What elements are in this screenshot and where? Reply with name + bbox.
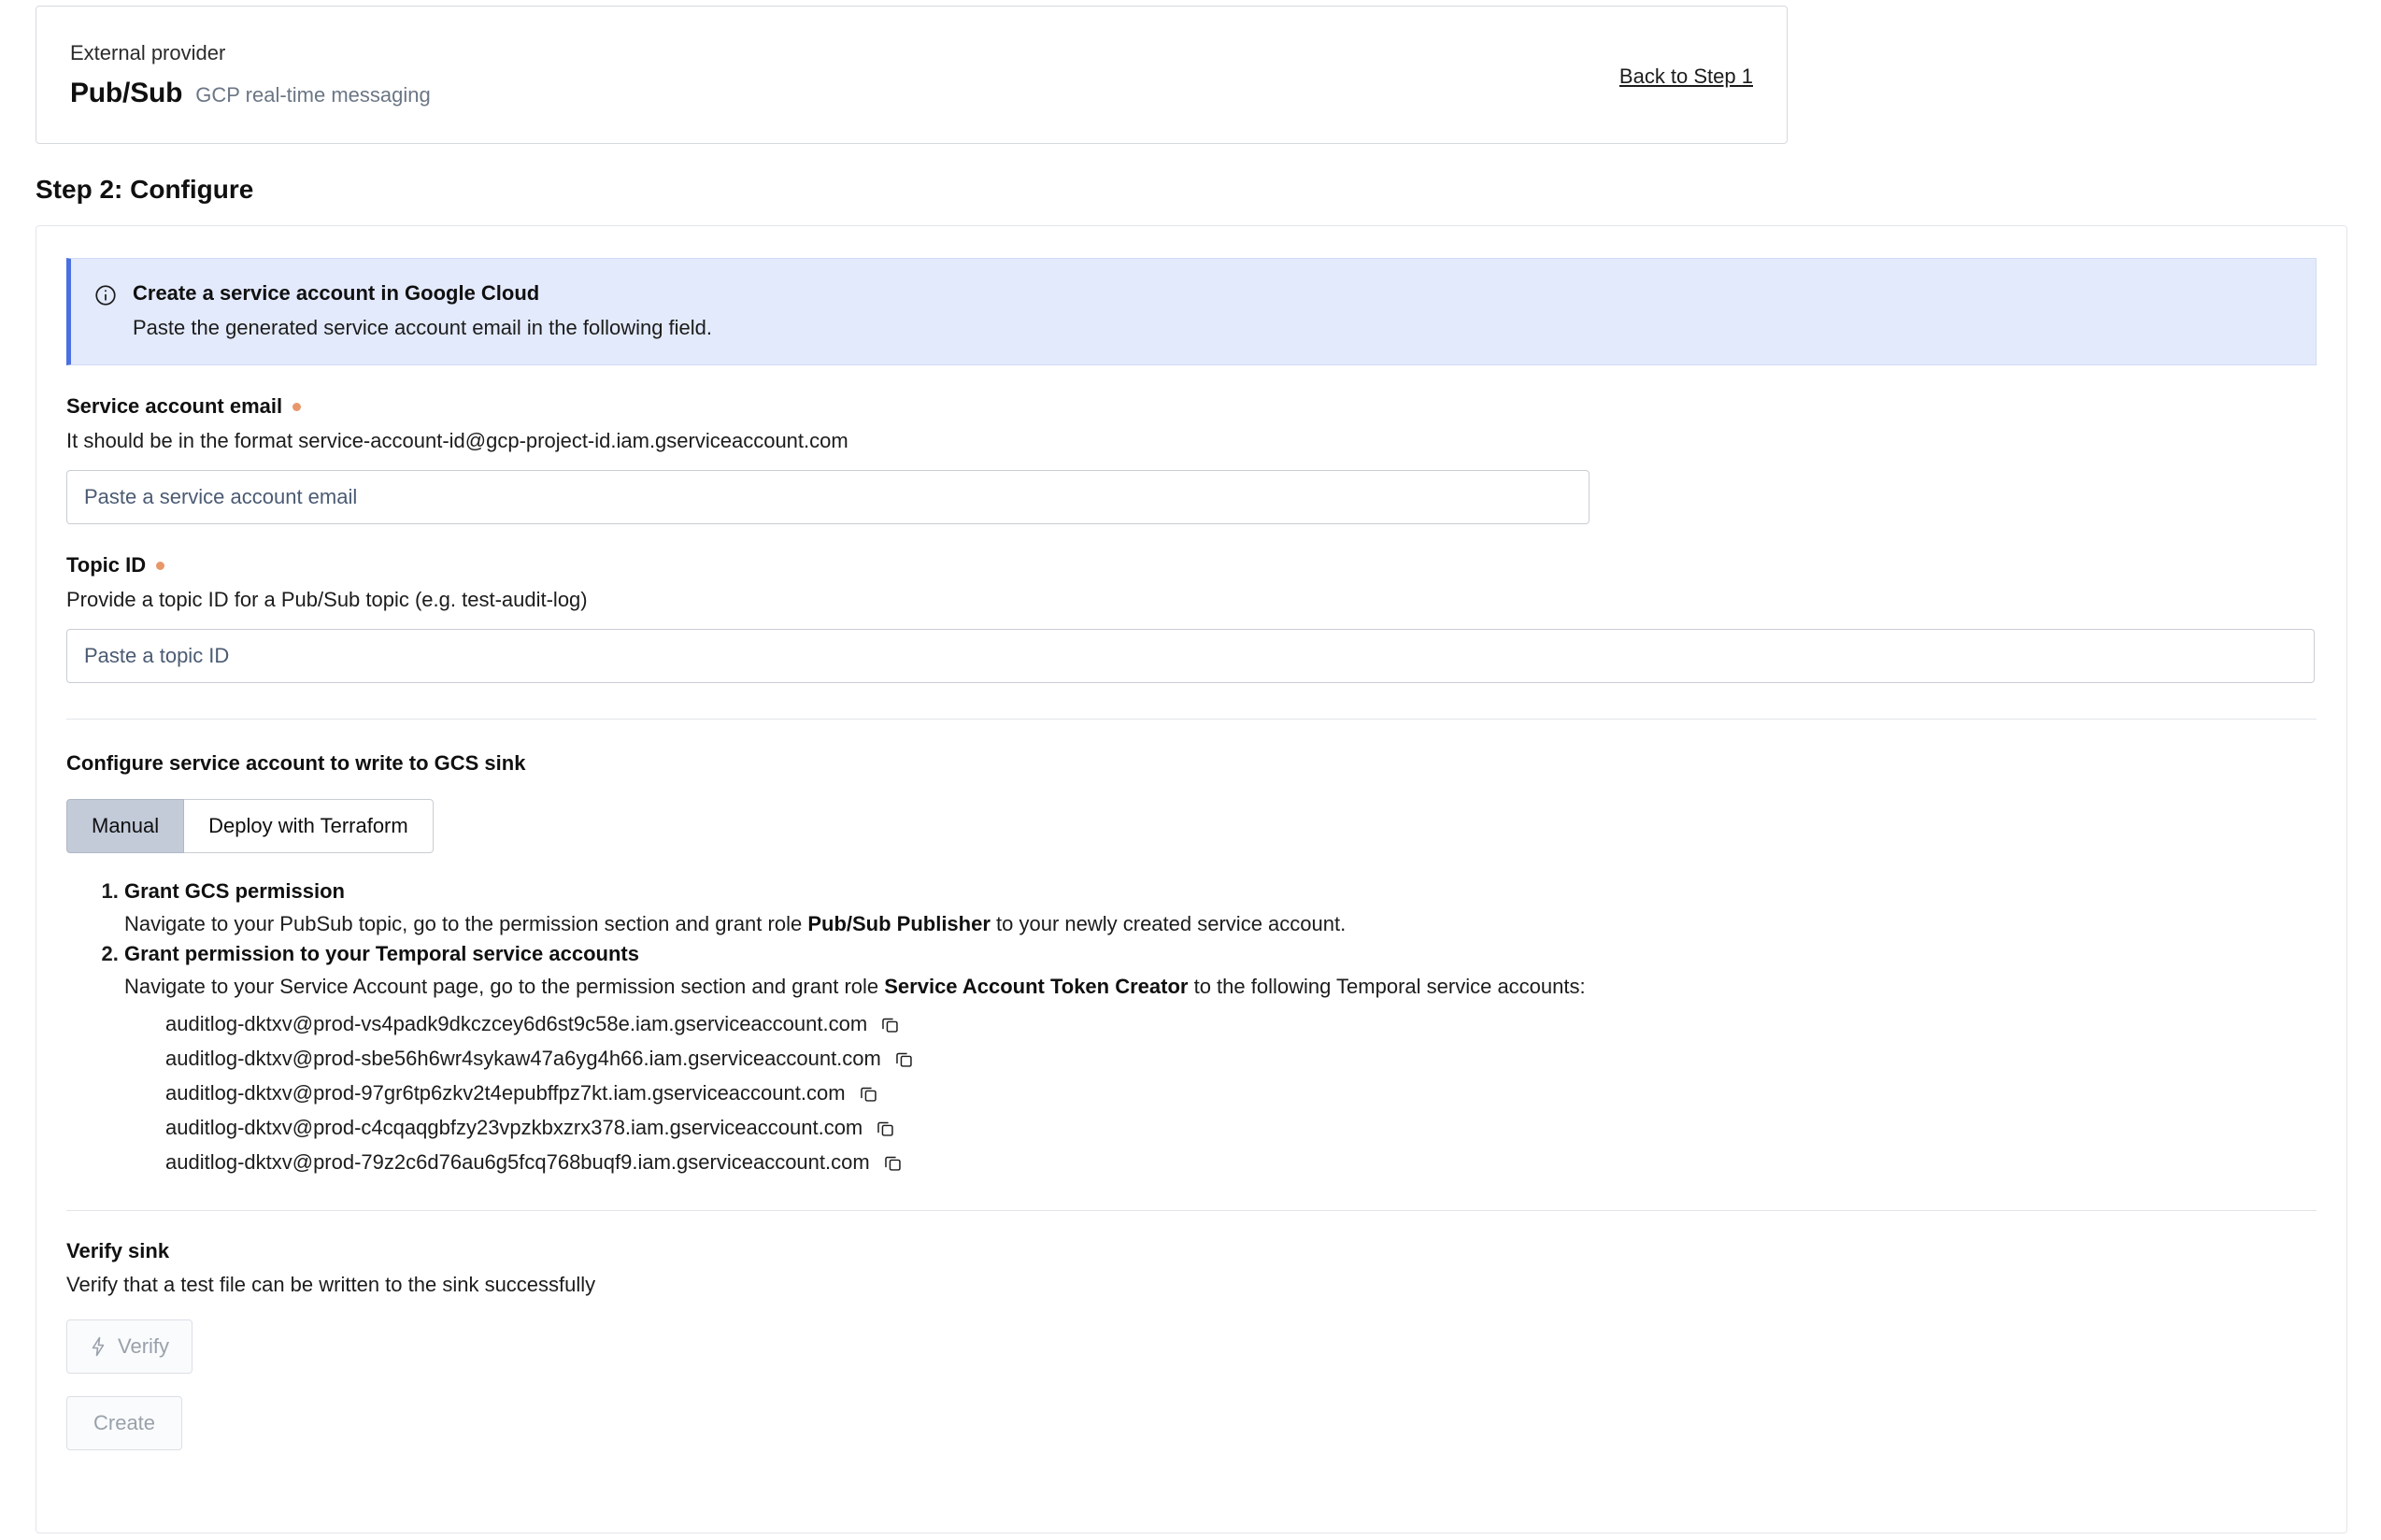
create-button[interactable] [66,1396,182,1450]
configure-panel [36,225,2347,1533]
service-account-value: auditlog-dktxv@prod-sbe56h6wr4sykaw47a6yg4h66.iam.gserviceaccount.com [165,1047,881,1070]
tab-deploy-with-terraform[interactable]: Deploy with Terraform [184,799,434,853]
step-1-desc-role: Pub/Sub Publisher [807,912,991,935]
service-account-value: auditlog-dktxv@prod-97gr6tp6zkv2t4epubffpz7kt.iam.gserviceaccount.com [165,1081,846,1105]
list-item [165,1116,2317,1140]
temporal-service-accounts-list [124,1012,2317,1175]
step-item-grant-temporal-permission [124,942,2317,1175]
provider-name: Pub/Sub [70,77,183,108]
info-banner [66,258,2317,365]
service-account-value: auditlog-dktxv@prod-c4cqaqgbfzy23vpzkbxzrx378.iam.gserviceaccount.com [165,1116,863,1139]
external-provider-kicker: External provider [70,40,226,64]
configure-section-title: Configure service account to write to GCS sink [66,751,526,775]
external-provider-card [36,6,1788,144]
create-button-label: Create [93,1411,156,1434]
info-banner-text: Paste the generated service account email in the following field. [133,316,713,339]
copy-icon[interactable] [880,1015,900,1034]
back-to-step-1-link[interactable]: Back to Step 1 [1618,64,1753,88]
bolt-icon [90,1336,107,1357]
divider [66,719,2317,720]
step-2-heading: Grant permission to your Temporal service accounts [124,942,639,965]
list-item [165,1081,2317,1105]
topic-id-input[interactable] [66,629,2315,683]
step-2-description [124,975,2317,999]
verify-sink-description: Verify that a test file can be written to the sink successfully [66,1273,596,1296]
list-item [165,1012,2317,1036]
deploy-method-tabs [66,799,2317,853]
step-1-desc-after: to your newly created service account. [990,912,1347,935]
required-dot-icon [292,403,301,411]
topic-id-label-row [66,553,2317,578]
step-2-desc-before: Navigate to your Service Account page, go to the permission section and grant role [124,975,885,998]
topic-id-label: Topic ID [66,553,147,577]
step-item-grant-gcs-permission [124,879,2317,936]
topic-id-help: Provide a topic ID for a Pub/Sub topic (e.g. test-audit-log) [66,588,588,611]
tab-manual[interactable]: Manual [66,799,184,853]
required-dot-icon [156,562,164,570]
manual-steps-list [66,879,2317,1175]
list-item [165,1047,2317,1071]
step-2-desc-after: to the following Temporal service accounts: [1188,975,1586,998]
divider [66,1210,2317,1211]
service-account-value: auditlog-dktxv@prod-79z2c6d76au6g5fcq768buqf9.iam.gserviceaccount.com [165,1150,870,1174]
step-1-desc-before: Navigate to your PubSub topic, go to the permission section and grant role [124,912,808,935]
copy-icon[interactable] [894,1049,914,1069]
service-account-value: auditlog-dktxv@prod-vs4padk9dkczcey6d6st9c58e.iam.gserviceaccount.com [165,1012,868,1035]
info-banner-title: Create a service account in Google Cloud [133,281,540,305]
step-2-desc-role: Service Account Token Creator [884,975,1189,998]
service-account-email-label: Service account email [66,394,283,418]
page-title: Step 2: Configure [36,175,254,204]
step-1-heading: Grant GCS permission [124,879,345,903]
copy-icon[interactable] [859,1084,878,1104]
info-icon [93,283,118,307]
verify-button[interactable] [66,1319,192,1374]
service-account-email-field-block [66,394,2317,524]
provider-title-line [70,78,1753,109]
service-account-email-input[interactable] [66,470,1590,524]
verify-sink-title: Verify sink [66,1239,170,1262]
verify-button-label: Verify [118,1334,170,1358]
copy-icon[interactable] [883,1153,903,1173]
service-account-email-help: It should be in the format service-account-id@gcp-project-id.iam.gserviceaccount.com [66,429,848,452]
copy-icon[interactable] [876,1119,895,1138]
topic-id-field-block [66,553,2317,683]
list-item [165,1150,2317,1175]
service-account-email-label-row [66,394,2317,419]
step-1-description [124,912,2317,936]
provider-subtitle: GCP real-time messaging [195,82,431,107]
